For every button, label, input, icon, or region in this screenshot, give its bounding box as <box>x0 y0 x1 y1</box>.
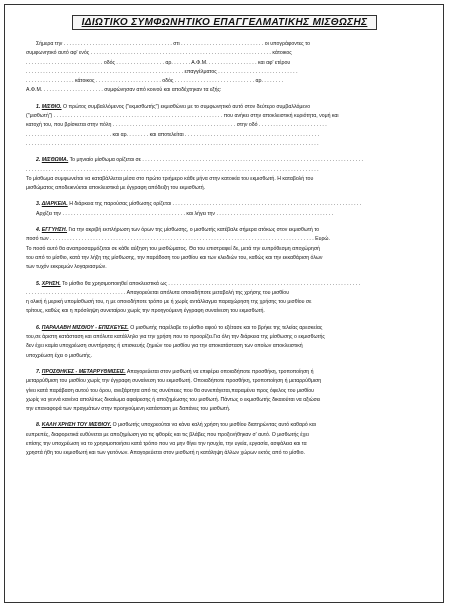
section-paralavi <box>26 324 420 361</box>
section-line: χωρίς να γεννά κανένα απολύτως δικαίωμα αφαίρεσης ή αποζημίωσης του μισθωτή. Πάντως ο εκμισθωτής δικαιούται να αξιώσει <box>26 396 321 403</box>
section-text: Ο μισθωτής παρέλαβε το μίσθιο αφού το εξέτασε και το βρήκε της τελείας αρεσκείας <box>130 324 323 331</box>
section-line: μισθώματος αποδεικνύεται αποκλειστικά με έγγραφη απόδειξη του εκμισθωτή. <box>26 185 206 192</box>
section-first-line <box>26 368 420 377</box>
section-line: . . . . . . . . . . . . . . . . . . . . . . . . . . . . . . . . . . . Απαγορεύεται απόλυτα οποιαδήποτε μεταβολή της χρήσης του μισθίου <box>26 289 290 296</box>
section-line: χρηστά ήθη του εκμισθωτή και των γειτόνων. Απαγορεύεται στον μισθωτή η κατάληψη άλλων χώρων εκτός από το μίσθιο. <box>26 450 305 457</box>
document-title: ΙΔΙΩΤΙΚΟ ΣΥΜΦΩΝΗΤΙΚΟ ΕΠΑΓΓΕΛΜΑΤΙΚΗΣ ΜΙΣΘΩΣΗΣ <box>72 15 377 30</box>
section-first-line <box>26 103 420 112</box>
section-heading: ΔΙΑΡΚΕΙΑ. <box>41 201 68 208</box>
section-line: η ολική ή μερική υπομίσθωσή του, η με οποιοδήποτε τρόπο με ή χωρίς αντάλλαγμα παραχώρηση της χρήσης του μισθίου σε <box>26 299 312 306</box>
section-number: 2. <box>36 157 41 164</box>
section-first-line <box>26 226 420 235</box>
section-line: ευπρεπές, διαφορετικά ευθύνεται με αποζημίωση για τις φθορές και τις βλάβες που προξενήθηκαν σ' αυτό. Ο μισθωτής έχει <box>26 431 309 438</box>
intro-line: Σήμερα την . . . . . . . . . . . . . . . . . . . . . . . . . . . . . . . . . . . . . . στι . . . . . . . . . . . . . . . . . . . . . . . . . . . . . οι υπογράφοντες το <box>36 41 310 47</box>
section-line: . . . . . . . . . . . . . . . . . . . . . . . . . . . . . . . . . . . . . . . . . . . . . . . . . . . . . . . . . . . . . . . . . . . . . . . . . . . . . . . . . . . . . . . . . . . . . . . . . . . . . . <box>26 140 319 147</box>
section-first-line <box>26 280 420 289</box>
section-line: γίνει κατά παράβαση αυτού του όρου, ανεξάρτητα από τις συνέπειες που θα συνεπάγεται,παραμένει προς όφελος του μισθίου <box>26 387 314 394</box>
section-heading: ΜΙΣΘΩΜΑ. <box>41 157 69 164</box>
section-number: 5. <box>36 280 41 287</box>
section-text: Η διάρκεια της παρούσας μίσθωσης ορίζεται . . . . . . . . . . . . . . . . . . . . . . . . . . . . . . . . . . . . . . . . . . . . . . . . . . . . . . . . . . . . . . . . . . <box>69 201 362 208</box>
section-line: τρίτους, καθώς και η πρόσληψη συνεταίρου χωρίς την προηγούμενη έγγραφη συναίνεση του εκμισθωτή. <box>26 308 265 315</box>
section-first-line <box>26 421 420 430</box>
document-body <box>26 40 420 459</box>
section-misthio <box>26 103 420 149</box>
section-text: Για την ακριβή εκπλήρωση των όρων της μίσθωσης, ο μισθωτής κατέβαλε σήμερα ατόκως στον εκμισθωτή το <box>68 227 320 234</box>
section-xrisi <box>26 280 420 317</box>
section-line: . . . . . . . . . . . . . . . . . . . . . . . . . . . . . . και αρ. . . . . . . . και αποτελείται . . . . . . . . . . . . . . . . . . . . . . . . . . . . . . . . . . . . . . . . . . . . . . . <box>26 131 320 138</box>
section-line: των τυχόν εκκρεμών λογαριασμών. <box>26 264 107 271</box>
section-first-line <box>26 200 420 209</box>
section-line: δεν έχει καμία υποχρέωση συντήρησης ή επισκευής ζημιών του μισθίου για την αποκατάσταση των οποίων αποκλειστική <box>26 343 303 350</box>
section-heading: ΜΙΣΘΙΟ. <box>41 103 62 110</box>
intro-line: . . . . . . . . . . . . . . . . . . . . . . . . . . . . . . . . . . . . . . . . . . . . . . . . . . . . . . . επαγγέλματος . . . . . . . . . . . . . . . . . . . . . . . . . . . . <box>26 68 298 75</box>
intro-line: . . . . . . . . . . . . . . . . . κάτοικος . . . . . . . . . . . . . . . . . . . . . . . οδός . . . . . . . . . . . . . . . . . . . . . . . . . . . . αρ. . . . . . . . <box>26 78 284 85</box>
section-heading: ΧΡΗΣΗ. <box>41 280 61 287</box>
section-heading: ΚΑΛΗ ΧΡΗΣΗ ΤΟΥ ΜΙΣΘΙΟΥ. <box>41 422 112 429</box>
section-line: υποχρέωση έχει ο μισθωτής. <box>26 352 93 359</box>
section-line: μεταρρύθμιση του μισθίου χωρίς την έγγραφη συναίνεση του εκμισθωτή. Οποιαδήποτε προσθήκη, τροποποίηση ή μεταρρύθμιση <box>26 378 322 385</box>
section-diarkeia <box>26 200 420 219</box>
section-line: του από το μίσθιο, κατά την λήξη της μίσθωσης, την παράδοση του μισθίου και των κλειδιών του, καθώς και την εκκαθάριση όλων <box>26 254 323 261</box>
section-line: του,σε άριστη κατάσταση και απόλυτα κατάλληλο για την χρήση που το προορίζει.Για όλη την διάρκεια της μίσθωσης ο εκμισθωτής <box>26 334 325 341</box>
section-number: 6. <box>36 324 41 331</box>
section-prosthikes <box>26 368 420 414</box>
section-number: 4. <box>36 227 41 234</box>
section-heading: ΕΓΓΥΗΣΗ. <box>41 227 68 234</box>
section-number: 7. <box>36 368 41 375</box>
section-kali-xrisi <box>26 421 420 458</box>
section-text: Ο πρώτος συμβαλλόμενος ("εκμισθωτής") εκμισθώνει με το συμφωνητικό αυτό στον δεύτερο συμβαλλόμενο <box>63 103 311 110</box>
section-line: την επαναφορά των πραγμάτων στην προηγούμενη κατάσταση με δαπάνες του μισθωτή. <box>26 406 231 413</box>
intro-paragraph <box>26 40 420 96</box>
section-heading: ΠΑΡΑΛΑΒΗ ΜΙΣΘΙΟΥ - ΕΠΙΣΚΕΥΕΣ. <box>41 324 129 331</box>
section-number: 8. <box>36 422 41 429</box>
section-line: ποσό των . . . . . . . . . . . . . . . . . . . . . . . . . . . . . . . . . . . . . . . . . . . . . . . . . . . . . . . . . . . . . . . . . . . . . . . . . . . . . . . . . . . . . . . . . . . . Ευρώ. <box>26 236 330 243</box>
section-line: Το ποσό αυτό θα αναπροσαρμόζεται σε κάθε αύξηση του μισθώματος. Θα του επιστραφεί δε, μετά την ευπρόθεσμη αποχώρησή <box>26 245 320 252</box>
section-first-line <box>26 156 420 165</box>
section-line: Το μίσθωμα συμφωνείται να καταβάλλεται μέσα στο πρώτο τριήμερο κάθε μήνα στην κατοικία του εκμισθωτή. Η καταβολή του <box>26 175 314 182</box>
intro-line: . . . . . . . . . . . . . . . . . . . . . . . . . . . οδός . . . . . . . . . . . . . . . . . αρ. . . . . . . Α.Φ.Μ. . . . . . . . . . . . . . . . . . και αφ' ετέρου <box>26 59 291 66</box>
intro-line: συμφωνητικό αυτό αφ' ενός . . . . . . . . . . . . . . . . . . . . . . . . . . . . . . . . . . . . . . . . . . . . . . . . . . . . . . . . . . . . . . . κάτοικος <box>26 50 292 57</box>
intro-line: Α.Φ.Μ. . . . . . . . . . . . . . . . . . . . . . συμφώνησαν από κοινού και αποδέχτηκαν τα εξής: <box>26 87 222 94</box>
section-text: Το μηνιαίο μίσθωμα ορίζεται σε . . . . . . . . . . . . . . . . . . . . . . . . . . . . . . . . . . . . . . . . . . . . . . . . . . . . . . . . . . . . . . . . . . . . . . . . . . . . . <box>69 157 363 164</box>
section-number: 3. <box>36 201 41 208</box>
section-line: κατοχή του, που βρίσκεται στην πόλη . . . . . . . . . . . . . . . . . . . . . . . . . . . . . . . . . . . . . . . . . . . στην οδό . . . . . . . . . . . . . . . . . . . . . . . . <box>26 122 327 129</box>
section-text: Απαγορεύεται στον μισθωτή να επιφέρει οποιαδήποτε προσθήκη, τροποποίηση ή <box>126 368 314 375</box>
section-engyisi <box>26 226 420 272</box>
section-heading: ΠΡΟΣΘΗΚΕΣ - ΜΕΤΑΡΡΥΘΜΙΣΕΙΣ. <box>41 368 126 375</box>
section-line: ("μισθωτή") . . . . . . . . . . . . . . . . . . . . . . . . . . . . . . . . . . . . . . . . . . . . . . . . . . . . . . . . . . . που ανήκει στην αποκλειστική κυριότητα, νομή και <box>26 113 339 120</box>
section-line: Αρχίζει την . . . . . . . . . . . . . . . . . . . . . . . . . . . . . . . . . . . . . . . . . . . και λήγει την . . . . . . . . . . . . . . . . . . . . . . . . . . . . . . . . . . . . . . . . . <box>36 210 334 217</box>
section-misthoma <box>26 156 420 193</box>
section-first-line <box>26 324 420 333</box>
section-text: Το μίσθιο θα χρησιμοποιηθεί αποκλειστικά ως . . . . . . . . . . . . . . . . . . . . . . . . . . . . . . . . . . . . . . . . . . . . . . . . . . . . . . . . . . . . . . . . . . . <box>62 280 361 287</box>
section-text: Ο μισθωτής υποχρεούται να κάνει καλή χρήση του μισθίου διατηρώντας αυτό καθαρό και <box>112 422 316 429</box>
section-line: . . . . . . . . . . . . . . . . . . . . . . . . . . . . . . . . . . . . . . . . . . . . . . . . . . . . . . . . . . . . . . . . . . . . . . . . . . . . . . . . . . . . . . . . . . . . . . . . . . . . . . <box>26 166 319 173</box>
section-line: επίσης την υποχρέωση να το χρησιμοποιήσει κατά τρόπο που να μην θίγει την ησυχία, την υγεία, εργασία, ασφάλεια και τα <box>26 440 307 447</box>
section-number: 1. <box>36 103 41 110</box>
